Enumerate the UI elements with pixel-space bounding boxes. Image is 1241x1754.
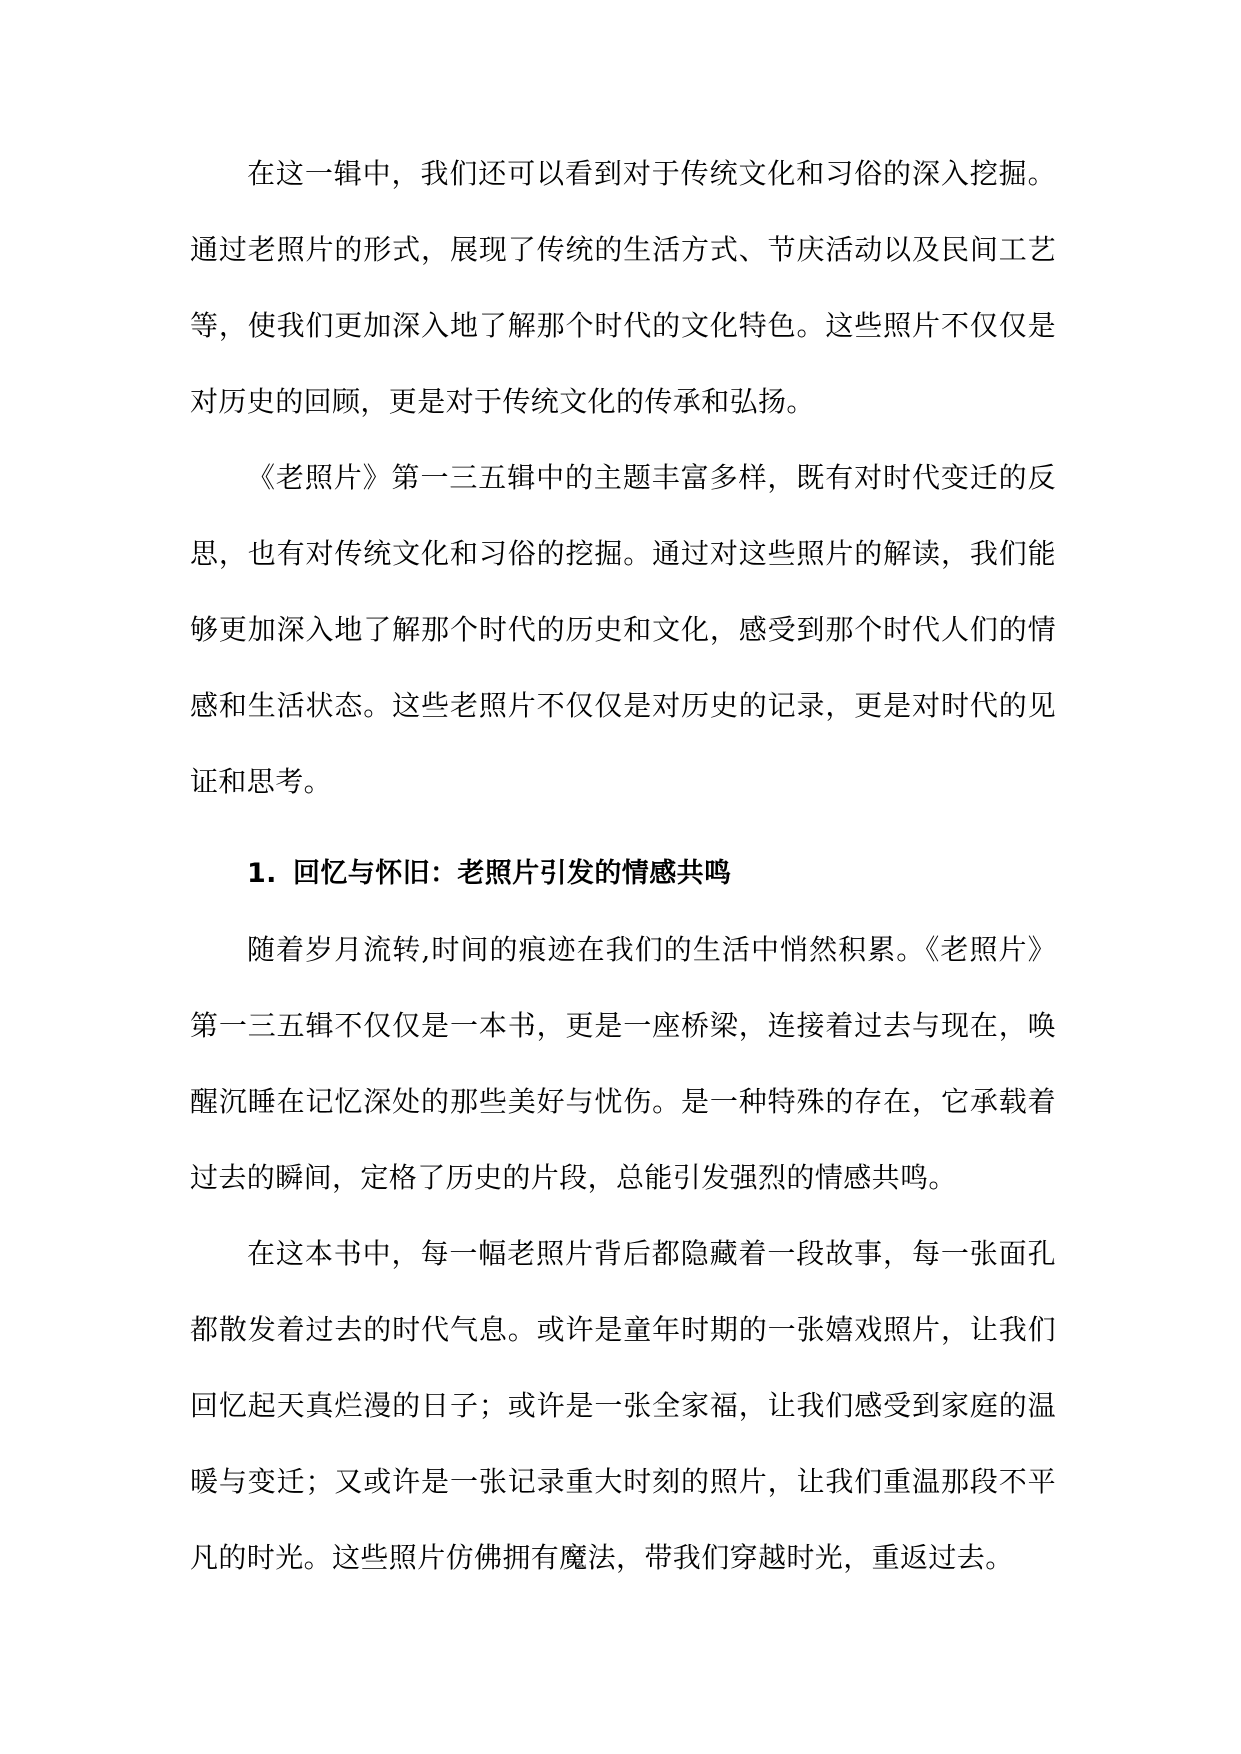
paragraph-traditional-culture: 在这一辑中，我们还可以看到对于传统文化和习俗的深入挖掘。通过老照片的形式，展现了传统的生活方式、节庆活动以及民间工艺等，使我们更加深入地了解那个时代的文化特色。这些照片不仅仅是对历史的回顾，更是对于传统文化的传承和弘扬。 (190, 157, 1056, 418)
document-body (190, 136, 1056, 1596)
paragraph-themes-summary: 《老照片》第一三五辑中的主题丰富多样，既有对时代变迁的反思，也有对传统文化和习俗的挖掘。通过对这些照片的解读，我们能够更加深入地了解那个时代的历史和文化，感受到那个时代人们的情感和生活状态。这些老照片不仅仅是对历史的记录，更是对时代的见证和思考。 (190, 461, 1056, 798)
section-heading (190, 836, 1056, 912)
paragraph-photo-stories: 在这本书中，每一幅老照片背后都隐藏着一段故事，每一张面孔都散发着过去的时代气息。或许是童年时期的一张嬉戏照片，让我们回忆起天真烂漫的日子；或许是一张全家福，让我们感受到家庭的温暖与变迁；又或许是一张记录重大时刻的照片，让我们重温那段不平凡的时光。这些照片仿佛拥有魔法，带我们穿越时光，重返过去。 (190, 1237, 1056, 1574)
section-title: 回忆与怀旧：老照片引发的情感共鸣 (293, 858, 732, 889)
section-number: 1. (247, 858, 277, 889)
paragraph-bridge-memory: 随着岁月流转,时间的痕迹在我们的生活中悄然积累。《老照片》第一三五辑不仅仅是一本书，更是一座桥梁，连接着过去与现在，唤醒沉睡在记忆深处的那些美好与忧伤。是一种特殊的存在，它承载着过去的瞬间，定格了历史的片段，总能引发强烈的情感共鸣。 (190, 933, 1056, 1194)
